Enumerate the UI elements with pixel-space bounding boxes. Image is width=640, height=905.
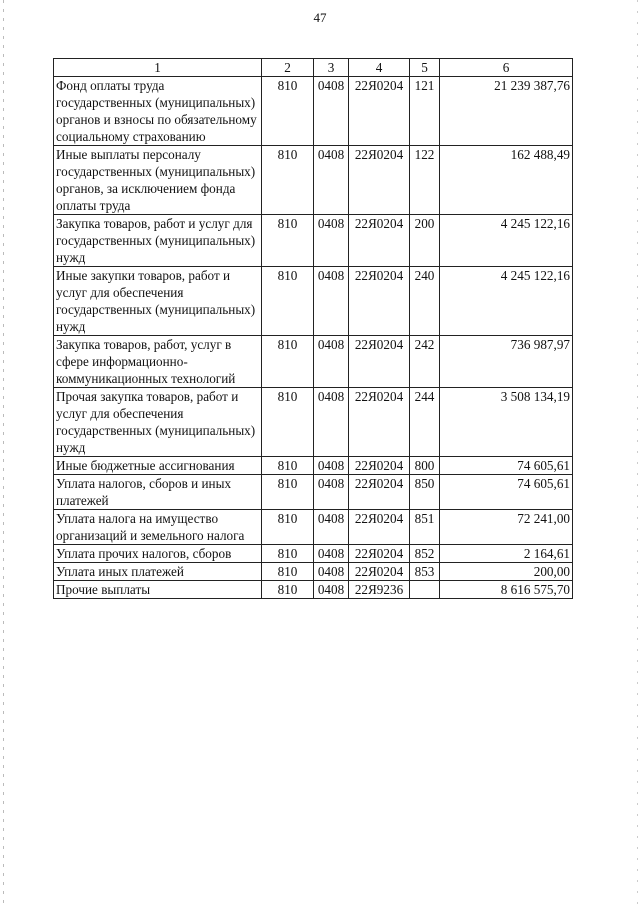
header-col-3: 3	[314, 59, 349, 77]
row-vid: 200	[410, 215, 440, 267]
header-col-4: 4	[349, 59, 410, 77]
row-ved: 810	[262, 215, 314, 267]
row-ved: 810	[262, 146, 314, 215]
row-vid: 242	[410, 336, 440, 388]
row-sum: 74 605,61	[440, 475, 573, 510]
row-ved: 810	[262, 510, 314, 545]
budget-table	[53, 58, 573, 599]
row-razdel: 0408	[314, 510, 349, 545]
row-vid: 850	[410, 475, 440, 510]
row-name: Иные выплаты персоналу государственных (муниципальных) органов, за исключением фонда оплаты труда	[54, 146, 262, 215]
row-tsel: 22Я9236	[349, 581, 410, 599]
table-row	[54, 77, 573, 146]
row-tsel: 22Я0204	[349, 457, 410, 475]
row-razdel: 0408	[314, 215, 349, 267]
header-col-1: 1	[54, 59, 262, 77]
row-vid: 244	[410, 388, 440, 457]
row-ved: 810	[262, 267, 314, 336]
table-row	[54, 581, 573, 599]
row-razdel: 0408	[314, 545, 349, 563]
row-razdel: 0408	[314, 457, 349, 475]
row-name: Уплата налогов, сборов и иных платежей	[54, 475, 262, 510]
row-sum: 4 245 122,16	[440, 267, 573, 336]
table-row	[54, 475, 573, 510]
row-name: Иные закупки товаров, работ и услуг для обеспечения государственных (муниципальных) нужд	[54, 267, 262, 336]
row-tsel: 22Я0204	[349, 510, 410, 545]
header-col-5: 5	[410, 59, 440, 77]
row-sum: 3 508 134,19	[440, 388, 573, 457]
row-razdel: 0408	[314, 336, 349, 388]
row-vid: 800	[410, 457, 440, 475]
table-row	[54, 510, 573, 545]
table-row	[54, 215, 573, 267]
row-tsel: 22Я0204	[349, 267, 410, 336]
row-name: Уплата прочих налогов, сборов	[54, 545, 262, 563]
row-ved: 810	[262, 581, 314, 599]
row-ved: 810	[262, 545, 314, 563]
row-vid: 852	[410, 545, 440, 563]
row-name: Иные бюджетные ассигнования	[54, 457, 262, 475]
row-tsel: 22Я0204	[349, 545, 410, 563]
row-razdel: 0408	[314, 388, 349, 457]
header-col-6: 6	[440, 59, 573, 77]
row-vid	[410, 581, 440, 599]
row-ved: 810	[262, 563, 314, 581]
row-vid: 121	[410, 77, 440, 146]
row-vid: 122	[410, 146, 440, 215]
row-tsel: 22Я0204	[349, 146, 410, 215]
header-col-2: 2	[262, 59, 314, 77]
row-ved: 810	[262, 475, 314, 510]
scan-edge-right	[637, 0, 638, 905]
row-name: Прочая закупка товаров, работ и услуг для обеспечения государственных (муниципальных) нужд	[54, 388, 262, 457]
row-name: Закупка товаров, работ и услуг для государственных (муниципальных) нужд	[54, 215, 262, 267]
row-razdel: 0408	[314, 563, 349, 581]
table-row	[54, 336, 573, 388]
row-ved: 810	[262, 77, 314, 146]
row-name: Закупка товаров, работ, услуг в сфере информационно-коммуникационных технологий	[54, 336, 262, 388]
row-tsel: 22Я0204	[349, 388, 410, 457]
table-row	[54, 146, 573, 215]
row-name: Уплата иных платежей	[54, 563, 262, 581]
row-razdel: 0408	[314, 267, 349, 336]
row-sum: 200,00	[440, 563, 573, 581]
row-sum: 2 164,61	[440, 545, 573, 563]
row-sum: 72 241,00	[440, 510, 573, 545]
row-razdel: 0408	[314, 77, 349, 146]
row-razdel: 0408	[314, 146, 349, 215]
row-sum: 74 605,61	[440, 457, 573, 475]
scan-edge-left	[3, 0, 4, 905]
row-vid: 853	[410, 563, 440, 581]
row-name: Прочие выплаты	[54, 581, 262, 599]
row-name: Фонд оплаты труда государственных (муниципальных) органов и взносы по обязательному социальному страхованию	[54, 77, 262, 146]
row-sum: 21 239 387,76	[440, 77, 573, 146]
row-sum: 162 488,49	[440, 146, 573, 215]
row-vid: 851	[410, 510, 440, 545]
table-row	[54, 267, 573, 336]
row-sum: 8 616 575,70	[440, 581, 573, 599]
table-row	[54, 388, 573, 457]
table-row	[54, 545, 573, 563]
table-row	[54, 563, 573, 581]
row-tsel: 22Я0204	[349, 77, 410, 146]
row-razdel: 0408	[314, 581, 349, 599]
row-tsel: 22Я0204	[349, 336, 410, 388]
row-ved: 810	[262, 336, 314, 388]
row-tsel: 22Я0204	[349, 563, 410, 581]
row-tsel: 22Я0204	[349, 475, 410, 510]
row-ved: 810	[262, 457, 314, 475]
row-ved: 810	[262, 388, 314, 457]
row-tsel: 22Я0204	[349, 215, 410, 267]
row-name: Уплата налога на имущество организаций и земельного налога	[54, 510, 262, 545]
header-row	[54, 59, 573, 77]
table-row	[54, 457, 573, 475]
row-sum: 736 987,97	[440, 336, 573, 388]
page-number: 47	[313, 10, 327, 25]
row-razdel: 0408	[314, 475, 349, 510]
row-sum: 4 245 122,16	[440, 215, 573, 267]
row-vid: 240	[410, 267, 440, 336]
